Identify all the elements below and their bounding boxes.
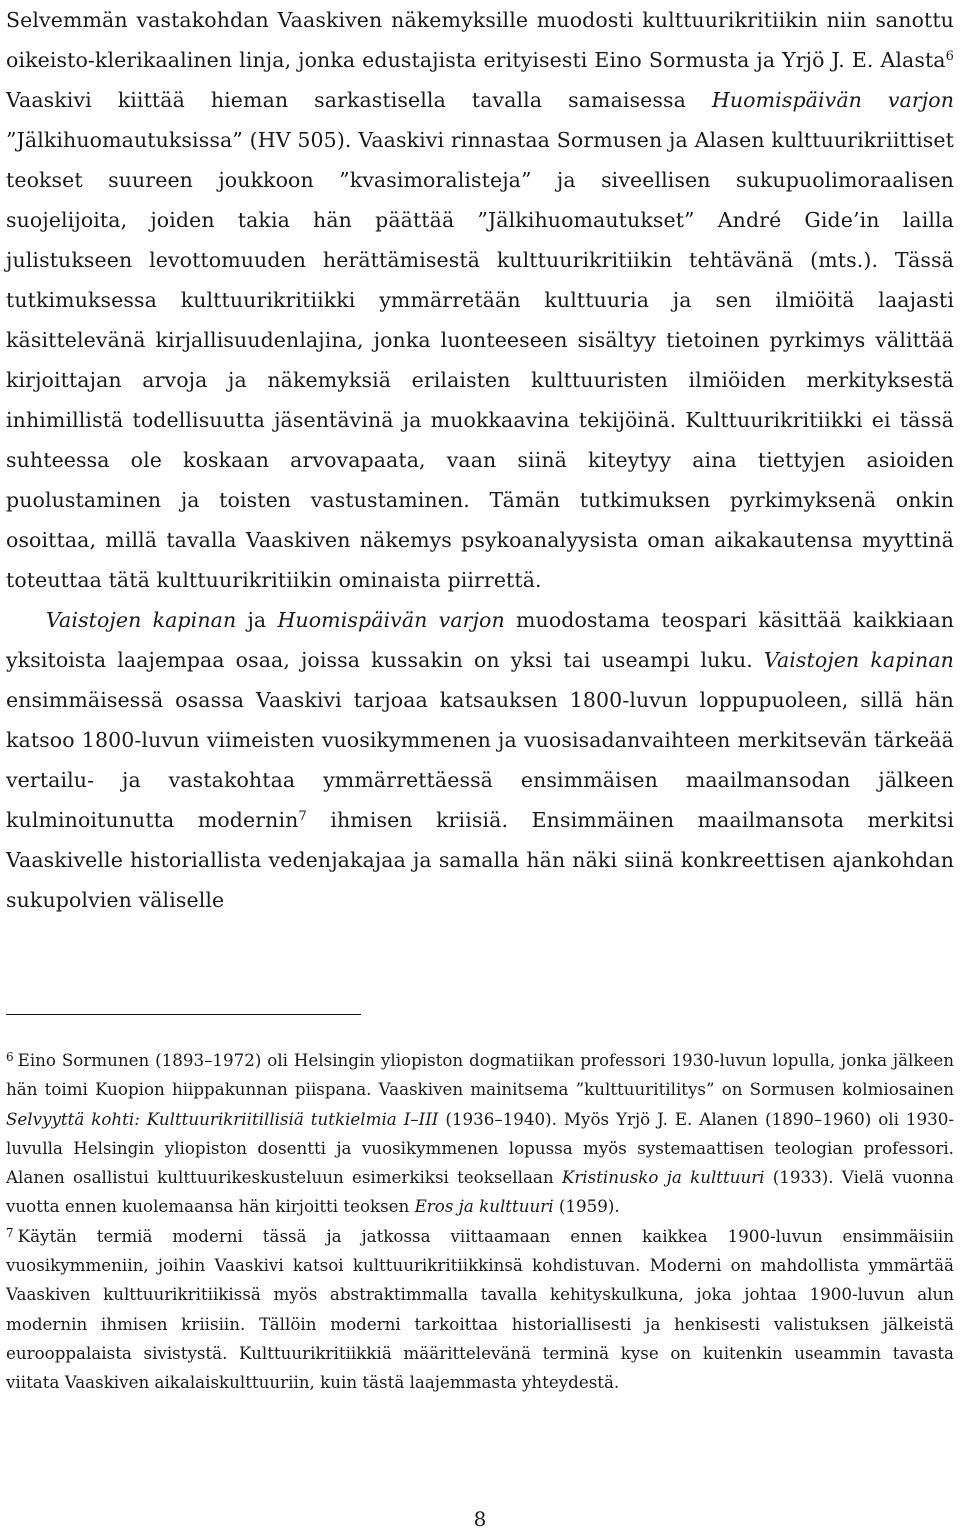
italic-title: Vaistojen kapinan: [763, 648, 954, 672]
italic-title: Kristinusko ja kulttuuri: [561, 1167, 765, 1188]
footnote-ref-7[interactable]: 7: [298, 809, 307, 824]
footnote-separator: [6, 1014, 361, 1015]
text-run: ja: [236, 608, 278, 632]
footnote-ref-6[interactable]: 6: [945, 49, 954, 64]
italic-title: Huomispäivän varjon: [277, 608, 505, 632]
text-run: Eino Sormunen (1893–1972) oli Helsingin yliopiston dogmatiikan professori 1930-luvun lopulla, jonka jälkeen hän toimi Kuopion hiippakunnan piispana. Vaaskiven mainitsema ”kulttuuritilitys” on Sormusen kolmiosainen: [6, 1050, 954, 1100]
paragraph-1: [6, 0, 954, 600]
paragraph-2: [6, 600, 954, 920]
text-run: (1933). Vielä vuonna vuotta ennen kuolemaansa hän kirjoitti teoksen: [6, 1167, 954, 1217]
text-run: Selvemmän vastakohdan Vaaskiven näkemyksille muodosti kulttuurikritiikin niin sanottu oikeisto-klerikaalinen linja, jonka edustajista erityisesti Eino Sormusta ja Yrjö J. E. Alasta: [6, 8, 954, 72]
page-number: 8: [473, 1507, 487, 1531]
footnote-number: 7: [6, 1225, 14, 1240]
footnote-6: [6, 1046, 954, 1222]
footnote-7: [6, 1222, 954, 1398]
italic-title: Vaistojen kapinan: [46, 608, 237, 632]
text-run: Vaaskivi kiittää hieman sarkastisella tavalla samaisessa: [6, 88, 712, 112]
italic-title: Huomispäivän varjon: [711, 88, 954, 112]
text-run: ”Jälkihuomautuksissa” (HV 505). Vaaskivi rinnastaa Sormusen ja Alasen kulttuurikriittiset teokset suureen joukkoon ”kvasimoralisteja” ja siveellisen sukupuolimoraalisen suojelijoita, joiden takia hän päättää ”Jälkihuomautukset” André Gide’in lailla julistukseen levottomuuden herättämisestä kulttuurikritiikin tehtävänä (mts.). Tässä tutkimuksessa kulttuurikritiikki ymmärretään kulttuuria ja sen ilmiöitä laajasti käsittelevänä kirjallisuudenlajina, jonka luonteeseen sisältyy tietoinen pyrkimys välittää kirjoittajan arvoja ja näkemyksiä erilaisten kulttuuristen ilmiöiden merkityksestä inhimillistä todellisuutta jäsentävinä ja muokkaavina tekijöinä. Kulttuurikritiikki ei tässä suhteessa ole koskaan arvovapaata, vaan siinä kiteytyy aina tiettyjen asioiden puolustaminen ja toisten vastustaminen. Tämän tutkimuksen pyrkimyksenä onkin osoittaa, millä tavalla Vaaskiven näkemys psykoanalyysista oman aikakautensa myyttinä toteuttaa tätä kulttuurikritiikin ominaista piirrettä.: [6, 128, 954, 592]
text-run: (1959).: [553, 1196, 620, 1217]
text-run: (1936–1940). Myös Yrjö J. E. Alanen (1890–1960) oli 1930-luvulla Helsingin yliopiston dosentti ja vuosikymmenen lopussa myös systemaattisen teologian professori. Alanen osallistui kulttuurikeskusteluun esimerkiksi teoksellaan: [6, 1108, 954, 1188]
text-run: ensimmäisessä osassa Vaaskivi tarjoaa katsauksen 1800-luvun loppupuoleen, sillä hän katsoo 1800-luvun viimeisten vuosikymmenen ja vuosisadanvaihteen merkitsevän tärkeää vertailu- ja vastakohtaa ymmärrettäessä ensimmäisen maailmansodan jälkeen kulminoitunutta modernin: [6, 688, 954, 832]
italic-title: Eros ja kulttuuri: [414, 1196, 554, 1217]
text-run: muodostama teospari käsittää kaikkiaan yksitoista laajempaa osaa, joissa kussakin on yksi tai useampi luku.: [6, 608, 955, 672]
italic-title: Selvyyttä kohti: Kulttuurikriitillisiä tutkielmia I–III: [6, 1108, 439, 1129]
text-run: Käytän termiä moderni tässä ja jatkossa viittaamaan ennen kaikkea 1900-luvun ensimmäisiin vuosikymmeniin, joihin Vaaskivi katsoi kulttuurikritiikkinsä kohdistuvan. Moderni on mahdollista ymmärtää Vaaskiven kulttuurikritiikissä myös abstraktimmalla tavalla kehityskulkuna, joka johtaa 1900-luvun alun modernin ihmisen kriisiin. Tällöin moderni tarkoittaa historiallisesti ja henkisesti valistuksen jälkeistä eurooppalaista sivistystä. Kulttuurikritiikkiä määrittelevänä terminä kyse on kuitenkin useammin tavasta viitata Vaaskiven aikalaiskulttuuriin, kuin tästä laajemmasta yhteydestä.: [6, 1225, 954, 1393]
main-text: [6, 0, 954, 920]
footnotes: [6, 1046, 954, 1398]
text-run: ihmisen kriisiä. Ensimmäinen maailmansota merkitsi Vaaskivelle historiallista vedenjakajaa ja samalla hän näki siinä konkreettisen ajankohdan sukupolvien väliselle: [6, 808, 954, 912]
footnote-number: 6: [6, 1050, 14, 1064]
